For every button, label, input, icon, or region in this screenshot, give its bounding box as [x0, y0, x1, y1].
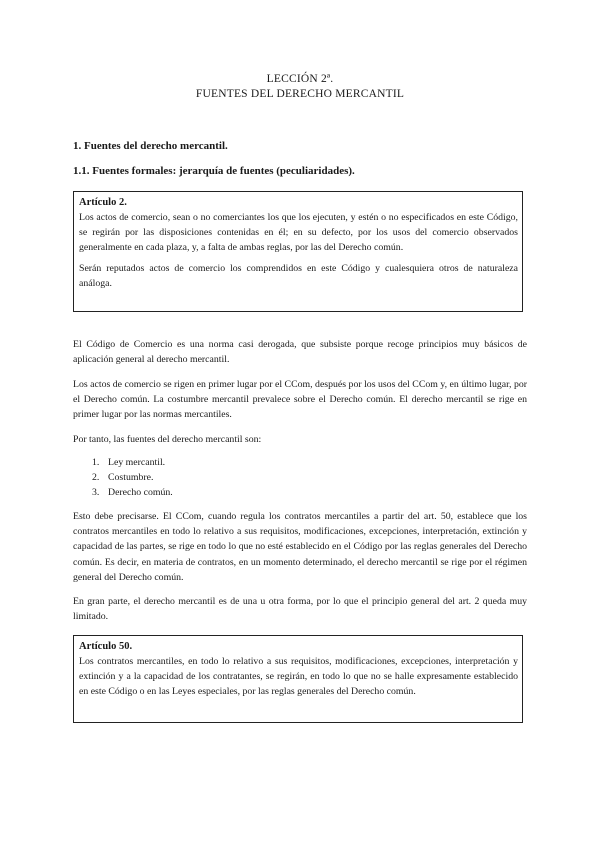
- body-paragraph-3: Por tanto, las fuentes del derecho mercantil son:: [73, 434, 262, 445]
- lesson-number: LECCIÓN 2ª.: [266, 73, 334, 85]
- body-paragraph-4: Esto debe precisarse. El CCom, cuando regula los contratos mercantiles a partir del art. 50, establece que los contratos mercantiles en todo lo relativo a sus requisitos, modificaciones, excepciones, interpretación, extinción y capacidad de las partes, se rige en todo lo que no esté establecido en el Código por las reglas generales del Derecho común. Es decir, en materia de contratos, en un momento determinado, el derecho mercantil se rige por el régimen general del Derecho común.: [73, 511, 527, 583]
- article-50-title: Artículo 50.: [79, 641, 133, 652]
- article-50-box: [73, 635, 523, 723]
- section-heading-1-1: 1.1. Fuentes formales: jerarquía de fuentes (peculiaridades).: [73, 165, 355, 177]
- article-2-box: [73, 191, 523, 312]
- body-paragraph-5: En gran parte, el derecho mercantil es de una u otra forma, por lo que el principio general del art. 2 queda muy limitado.: [73, 596, 527, 623]
- list-item: 2. Costumbre.: [92, 472, 154, 484]
- article-50-paragraph: Los contratos mercantiles, en todo lo relativo a sus requisitos, modificaciones, excepciones, interpretación y extinción y a la capacidad de los contratantes, se regirán, en todo lo que no se halle expresamente establecido en este Código o en las Leyes especiales, por las reglas generales del Derecho común.: [79, 655, 518, 697]
- body-paragraph-2: Los actos de comercio se rigen en primer lugar por el CCom, después por los usos del CCom y, en último lugar, por el Derecho común. La costumbre mercantil prevalece sobre el Derecho común. El derecho mercantil se rige en primer lugar por las normas mercantiles.: [73, 379, 527, 421]
- list-item: 3. Derecho común.: [92, 487, 173, 499]
- sources-list: [92, 455, 173, 501]
- body-paragraph-1: El Código de Comercio es una norma casi derogada, que subsiste porque recoge principios muy básicos de aplicación general al derecho mercantil.: [73, 339, 527, 366]
- article-2-paragraph-2: Serán reputados actos de comercio los comprendidos en este Código y cualesquiera otros de naturaleza análoga.: [79, 263, 518, 290]
- article-2-title: Artículo 2.: [79, 197, 127, 208]
- list-item: 1. Ley mercantil.: [92, 457, 166, 468]
- article-2-paragraph-1: Los actos de comercio, sean o no comerciantes los que los ejecuten, y estén o no especificados en este Código, se regirán por las disposiciones contenidas en él; en su defecto, por los usos del comercio observados generalmente en cada plaza, y, a falta de ambas reglas, por las del Derecho común.: [79, 211, 518, 253]
- section-heading-1: 1. Fuentes del derecho mercantil.: [73, 140, 228, 152]
- page-title: FUENTES DEL DERECHO MERCANTIL: [195, 88, 405, 100]
